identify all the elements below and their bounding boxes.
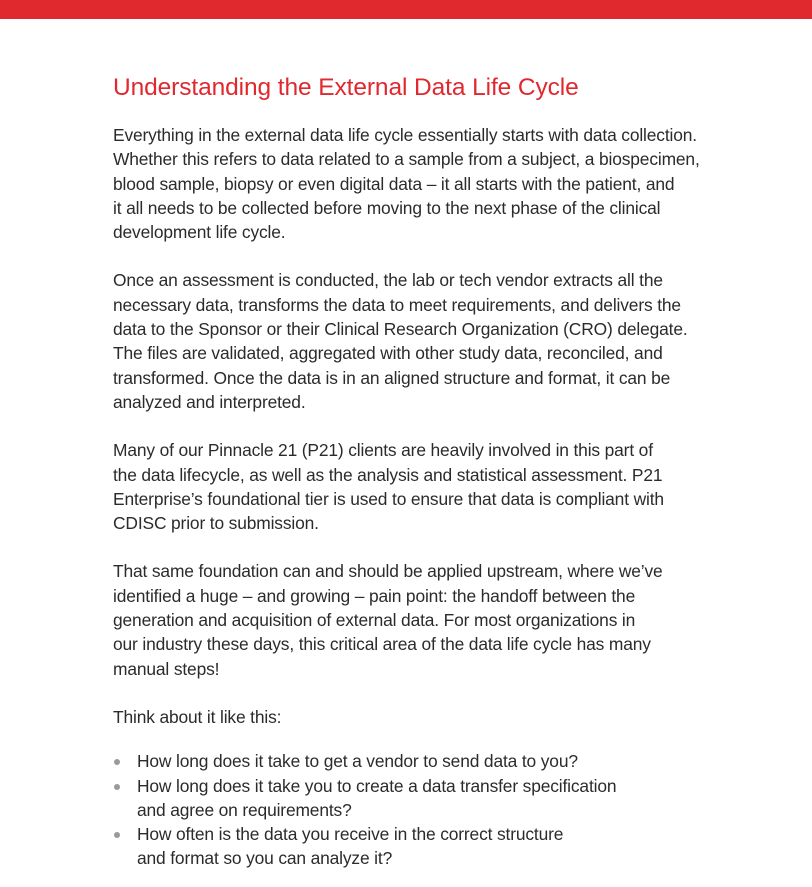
paragraph-line: transformed. Once the data is in an aligned structure and format, it can be [113, 367, 671, 388]
paragraph-line: identified a huge – and growing – pain point: the handoff between the [113, 585, 636, 606]
paragraph-line: The files are validated, aggregated with other study data, reconciled, and [113, 343, 663, 364]
paragraph-line: Everything in the external data life cycle essentially starts with data collection. [113, 125, 697, 145]
paragraph-line: Enterprise’s foundational tier is used to ensure that data is compliant with [113, 488, 664, 509]
list-item-line: How long does it take you to create a data transfer specification [137, 775, 617, 796]
paragraph-line: Many of our Pinnacle 21 (P21) clients are heavily involved in this part of [113, 440, 653, 461]
paragraph-line: data to the Sponsor or their Clinical Research Organization (CRO) delegate. [113, 319, 688, 340]
top-accent-bar [0, 0, 812, 19]
paragraph-line: our industry these days, this critical area of the data life cycle has many [113, 634, 651, 655]
list-item [113, 774, 753, 823]
list-item-line: and format so you can analyze it? [137, 848, 393, 869]
paragraph-assessment [113, 268, 753, 414]
paragraph-line: generation and acquisition of external data. For most organizations in [113, 610, 636, 631]
paragraph-line: manual steps! [113, 658, 220, 679]
paragraph-line: it all needs to be collected before moving to the next phase of the clinical [113, 197, 661, 218]
paragraph-line: blood sample, biopsy or even digital data – it all starts with the patient, and [113, 173, 675, 194]
article [113, 72, 753, 871]
list-item-line: How often is the data you receive in the correct structure [137, 824, 564, 845]
paragraph-line: CDISC prior to submission. [113, 513, 319, 534]
paragraph-foundation-upstream [113, 559, 753, 680]
list-item [113, 822, 753, 871]
list-intro: Think about it like this: [113, 706, 282, 727]
list-item-line: How long does it take to get a vendor to send data to you? [137, 751, 578, 772]
bullet-icon [114, 784, 120, 790]
paragraph-p21-clients [113, 438, 753, 535]
bullet-icon [114, 832, 120, 838]
question-list [113, 749, 753, 870]
list-item [113, 749, 753, 773]
page-title: Understanding the External Data Life Cycle [113, 74, 579, 101]
paragraph-line: That same foundation can and should be applied upstream, where we’ve [113, 561, 663, 582]
list-item-line: and agree on requirements? [137, 799, 352, 820]
paragraph-line: Once an assessment is conducted, the lab or tech vendor extracts all the [113, 270, 663, 291]
paragraph-line: the data lifecycle, as well as the analysis and statistical assessment. P21 [113, 464, 663, 485]
paragraph-line: Whether this refers to data related to a sample from a subject, a biospecimen, [113, 149, 700, 170]
paragraph-line: development life cycle. [113, 222, 286, 243]
bullet-icon [114, 759, 120, 765]
paragraph-line: analyzed and interpreted. [113, 391, 306, 412]
paragraph-line: necessary data, transforms the data to meet requirements, and delivers the [113, 294, 681, 315]
paragraph-data-collection [113, 123, 753, 244]
